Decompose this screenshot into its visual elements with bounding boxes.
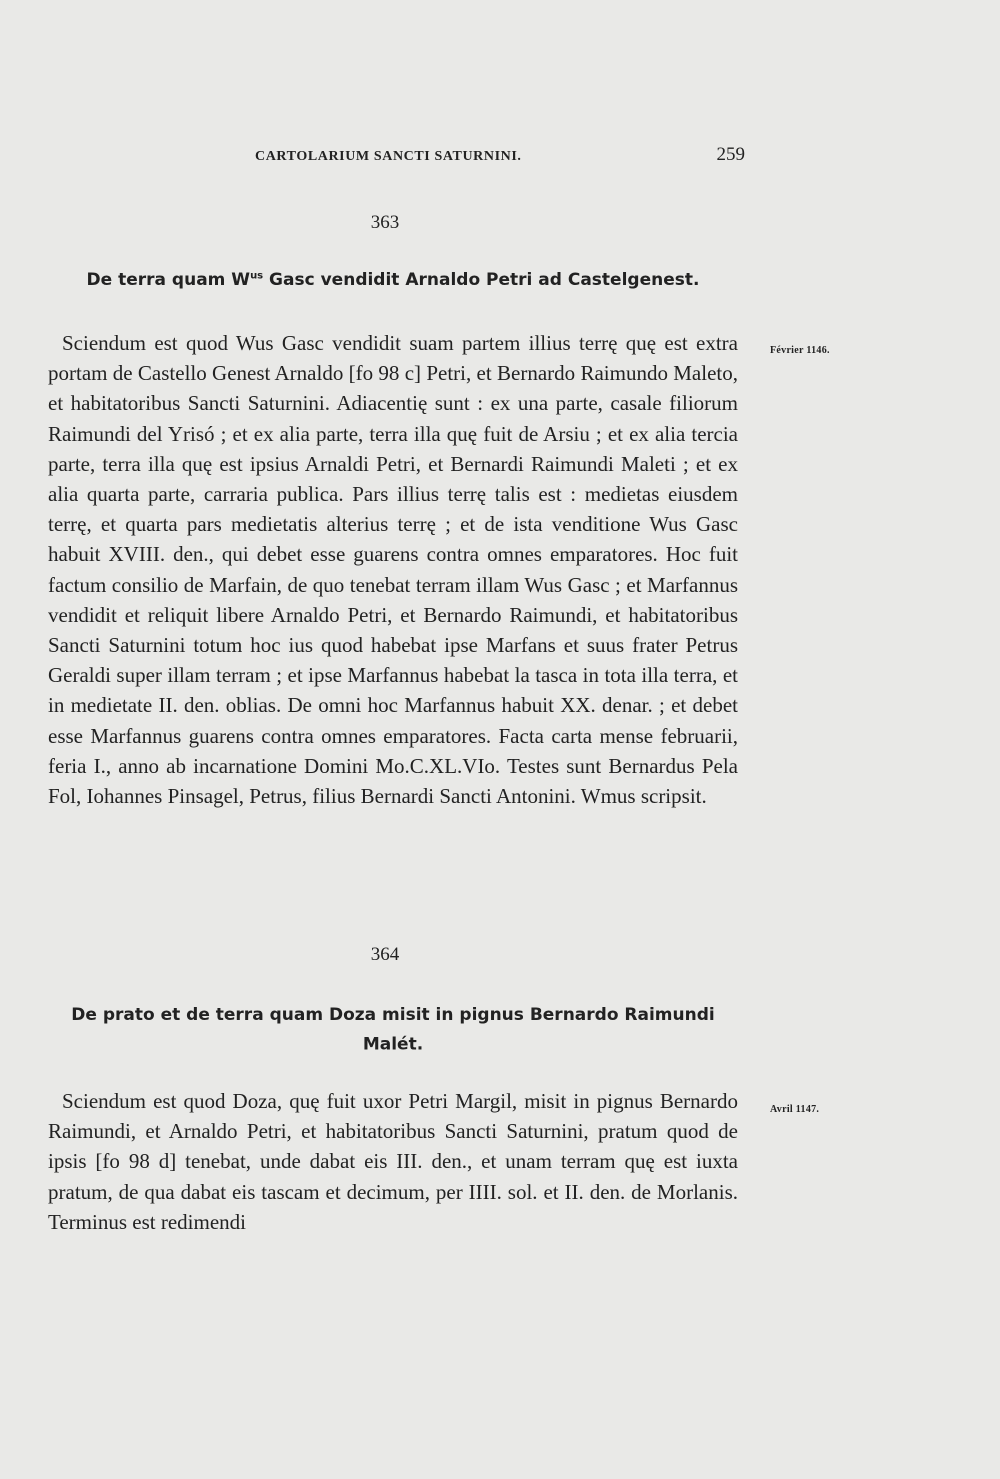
running-title: CARTOLARIUM SANCTI SATURNINI.: [255, 149, 522, 164]
charter-number: 363: [370, 212, 400, 233]
page-number: 259: [716, 144, 745, 165]
charter-text: Sciendum est quod Wus Gasc vendidit suam partem illius terrę quę est extra portam de Castello Genest Arnaldo [fo 98 c] Petri, et Bernardo Raimundo Maleto, et habitatoribus Sancti Saturnini. Adiacentię sunt : ex una parte, casale filiorum Raimundi del Yrisó ; et ex alia parte, terra illa quę fuit de Arsiu ; et ex alia tercia parte, terra illa quę est ipsius Arnaldi Petri, et Bernardi Raimundi Maleti ; et ex alia quarta parte, carraria publica. Pars illius terrę talis est : medietas eiusdem terrę, et quarta pars medietatis alterius terrę ; et de ista venditione Wus Gasc habuit XVIII. den., qui debet esse guarens contra omnes emparatores. Hoc fuit factum consilio de Marfain, de quo tenebat terram illam Wus Gasc ; et Marfannus vendidit et reliquit libere Arnaldo Petri, et Bernardo Raimundi, et habitatoribus Sancti Saturnini totum hoc ius quod habebat ipse Marfans et suus frater Petrus Geraldi super illam terram ; et ipse Marfannus habebat la tasca in tota illa terra, et in medietate II. den. oblias. De omni hoc Marfannus habuit XX. denar. ; et debet esse Marfannus guarens contra omnes emparatores. Facta carta mense februarii, feria I., anno ab incarnatione Domini Mo.C.XL.VIo. Testes sunt Bernardus Pela Fol, Iohannes Pinsagel, Petrus, filius Bernardi Sancti Antonini. Wmus scripsit.: [48, 331, 738, 809]
margin-date: Février 1146.: [770, 345, 830, 356]
margin-date: Avril 1147.: [770, 1104, 820, 1115]
charter-text: Sciendum est quod Doza, quę fuit uxor Petri Margil, misit in pignus Bernardo Raimundi, et Arnaldo Petri, et habitatoribus Sancti Saturnini, pratum quod de ipsis [fo 98 d] tenebat, unde dabat eis III. den., et unam terram quę est iuxta pratum, de qua dabat eis tascam et decimum, per IIII. sol. et II. den. de Morlanis. Terminus est redimendi: [48, 1089, 738, 1234]
charter-title: De terra quam $W^{us}$ Gasc vendidit Arnaldo Petri ad Castelgenest.: [86, 270, 700, 290]
page-header: [255, 144, 745, 166]
charter-number: 364: [370, 944, 400, 965]
charter-title: De prato et de terra quam Doza misit in pignus Bernardo Raimundi Malét.: [71, 1005, 715, 1055]
